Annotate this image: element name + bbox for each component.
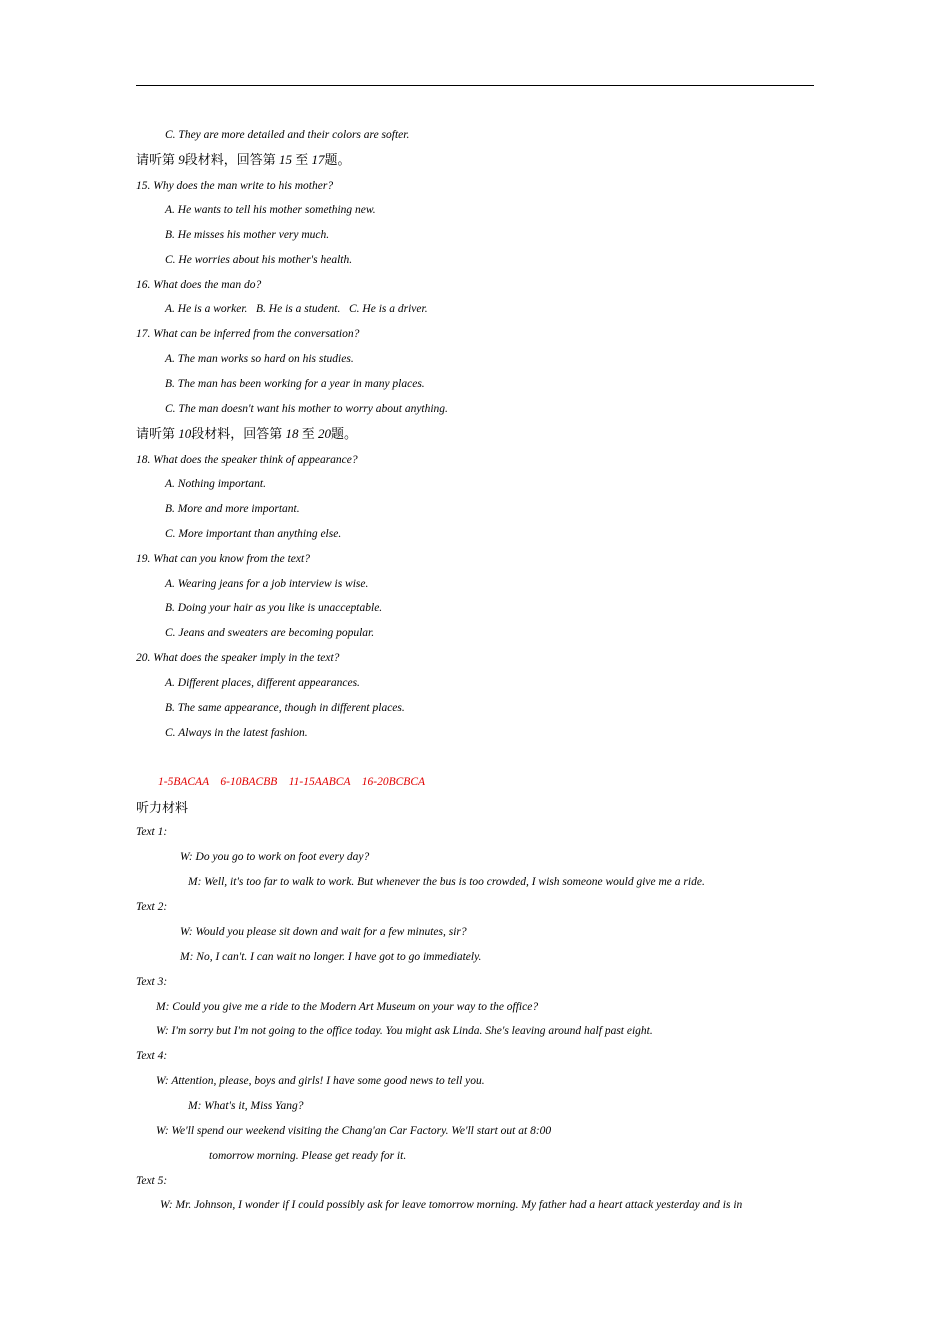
q20-option-a: A. Different places, different appearances. [165,677,360,689]
text-5-label: Text 5: [136,1175,168,1187]
q17-option-c: C. The man doesn't want his mother to worry about anything. [165,403,448,415]
q18-stem: 18. What does the speaker think of appearance? [136,454,358,466]
q16-options: A. He is a worker. B. He is a student. C. He is a driver. [165,303,428,315]
header-rule [136,85,814,86]
text-4-m-line: M: What's it, Miss Yang? [188,1100,304,1112]
q16-stem: 16. What does the man do? [136,279,262,291]
text-4-w-line-2: W: We'll spend our weekend visiting the Chang'an Car Factory. We'll start out at 8:00 [156,1125,552,1137]
q20-option-b: B. The same appearance, though in different places. [165,702,405,714]
q17-stem: 17. What can be inferred from the conversation? [136,328,360,340]
text-3-label: Text 3: [136,976,168,988]
q17-option-b: B. The man has been working for a year in many places. [165,378,425,390]
q19-stem: 19. What can you know from the text? [136,553,310,565]
text-3-m-line: M: Could you give me a ride to the Modern Art Museum on your way to the office? [156,1001,539,1013]
q18-option-a: A. Nothing important. [165,478,266,490]
q15-option-c: C. He worries about his mother's health. [165,254,353,266]
text-1-m-line: M: Well, it's too far to walk to work. But whenever the bus is too crowded, I wish someone would give me a ride. [188,876,705,888]
text-5-w-line: W: Mr. Johnson, I wonder if I could possibly ask for leave tomorrow morning. My father had a heart attack yesterday and is in [160,1199,743,1211]
q18-option-c: C. More important than anything else. [165,528,342,540]
q19-option-b: B. Doing your hair as you like is unacceptable. [165,602,383,614]
q19-option-c: C. Jeans and sweaters are becoming popular. [165,627,375,639]
q20-stem: 20. What does the speaker imply in the text? [136,652,340,664]
q15-option-b: B. He misses his mother very much. [165,229,330,241]
text-4-label: Text 4: [136,1050,168,1062]
q17-option-a: A. The man works so hard on his studies. [165,353,354,365]
answer-key: 1-5BACAA 6-10BACBB 11-15AABCA 16-20BCBCA [158,776,426,788]
q14-option-c: C. They are more detailed and their colors are softer. [165,129,410,141]
transcript-heading: 听力材料 [136,800,189,815]
text-3-w-line: W: I'm sorry but I'm not going to the office today. You might ask Linda. She's leaving around half past eight. [156,1025,653,1037]
text-2-m-line: M: No, I can't. I can wait no longer. I have got to go immediately. [180,951,482,963]
q15-option-a: A. He wants to tell his mother something new. [165,204,376,216]
text-2-label: Text 2: [136,901,168,913]
q19-option-a: A. Wearing jeans for a job interview is wise. [165,578,369,590]
text-4-w-line-1: W: Attention, please, boys and girls! I have some good news to tell you. [156,1075,485,1087]
section-10-instruction: 请听第 10段材料，回答第 18 至 20题。 [136,426,358,441]
text-2-w-line: W: Would you please sit down and wait for a few minutes, sir? [180,926,467,938]
text-1-label: Text 1: [136,826,168,838]
q18-option-b: B. More and more important. [165,503,300,515]
q20-option-c: C. Always in the latest fashion. [165,727,308,739]
text-4-w-line-2-cont: tomorrow morning. Please get ready for it. [209,1150,407,1162]
text-1-w-line: W: Do you go to work on foot every day? [180,851,370,863]
section-9-instruction: 请听第 9段材料，回答第 15 至 17题。 [136,152,351,167]
q15-stem: 15. Why does the man write to his mother? [136,180,334,192]
